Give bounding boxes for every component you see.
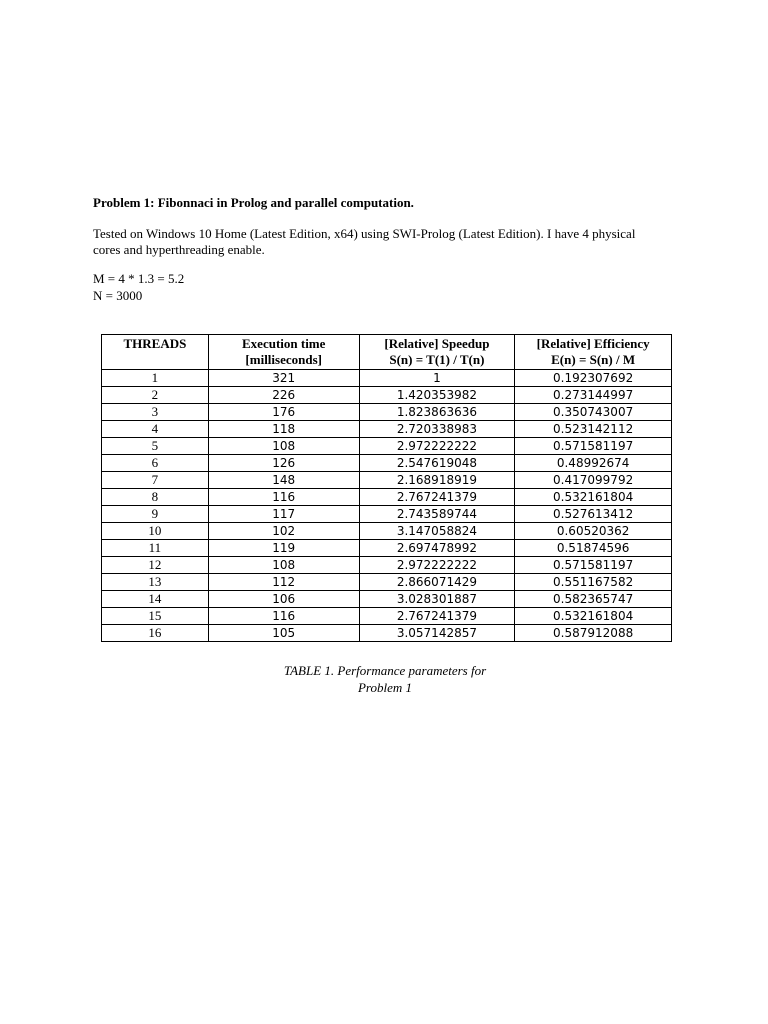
execution-time-cell: 102 [208,523,359,540]
intro-paragraph: Tested on Windows 10 Home (Latest Edition, x64) using SWI-Prolog (Latest Edition). I have 4 physical cores and hyperthreading enable. [93,226,636,257]
table-row [102,455,672,472]
speedup-cell: 1.823863636 [359,404,515,421]
speedup-cell: 2.767241379 [359,608,515,625]
execution-time-cell: 105 [208,625,359,642]
speedup-cell: 2.767241379 [359,489,515,506]
m-equation: M = 4 * 1.3 = 5.2 [93,271,185,286]
efficiency-cell: 0.551167582 [515,574,672,591]
efficiency-cell: 0.532161804 [515,489,672,506]
table-row [102,557,672,574]
header-threads: THREADS [102,335,209,370]
table-row [102,404,672,421]
threads-cell: 6 [102,455,209,472]
execution-time-cell: 106 [208,591,359,608]
table-body [102,370,672,642]
execution-time-cell: 126 [208,455,359,472]
table-row [102,608,672,625]
efficiency-cell: 0.51874596 [515,540,672,557]
header-execution-time: Execution time [milliseconds] [208,335,359,370]
n-equation: N = 3000 [93,288,143,303]
speedup-cell: 2.866071429 [359,574,515,591]
table-row [102,387,672,404]
table-caption [240,662,530,696]
performance-table [101,334,672,642]
header-speedup: [Relative] Speedup S(n) = T(1) / T(n) [359,335,515,370]
efficiency-cell: 0.527613412 [515,506,672,523]
threads-cell: 3 [102,404,209,421]
speedup-cell: 2.720338983 [359,421,515,438]
threads-cell: 13 [102,574,209,591]
table-row [102,438,672,455]
execution-time-cell: 116 [208,608,359,625]
efficiency-cell: 0.523142112 [515,421,672,438]
efficiency-cell: 0.571581197 [515,557,672,574]
efficiency-cell: 0.417099792 [515,472,672,489]
threads-cell: 2 [102,387,209,404]
threads-cell: 7 [102,472,209,489]
efficiency-cell: 0.48992674 [515,455,672,472]
execution-time-cell: 226 [208,387,359,404]
speedup-cell: 3.028301887 [359,591,515,608]
threads-cell: 8 [102,489,209,506]
speedup-cell: 2.972222222 [359,557,515,574]
efficiency-cell: 0.350743007 [515,404,672,421]
speedup-cell: 2.547619048 [359,455,515,472]
threads-cell: 1 [102,370,209,387]
table-header-row [102,335,672,370]
caption-line-2: Problem 1 [357,680,413,695]
speedup-cell: 3.057142857 [359,625,515,642]
execution-time-cell: 148 [208,472,359,489]
efficiency-cell: 0.532161804 [515,608,672,625]
execution-time-cell: 321 [208,370,359,387]
threads-cell: 15 [102,608,209,625]
execution-time-cell: 117 [208,506,359,523]
caption-line-1: TABLE 1. Performance parameters for [283,663,487,678]
speedup-cell: 3.147058824 [359,523,515,540]
execution-time-cell: 116 [208,489,359,506]
page-title: Problem 1: Fibonnaci in Prolog and parallel computation. [93,195,414,210]
execution-time-cell: 108 [208,438,359,455]
table-row [102,574,672,591]
efficiency-cell: 0.582365747 [515,591,672,608]
threads-cell: 5 [102,438,209,455]
threads-cell: 11 [102,540,209,557]
table-row [102,421,672,438]
threads-cell: 10 [102,523,209,540]
threads-cell: 12 [102,557,209,574]
execution-time-cell: 108 [208,557,359,574]
table-row [102,370,672,387]
speedup-cell: 2.972222222 [359,438,515,455]
efficiency-cell: 0.587912088 [515,625,672,642]
speedup-cell: 1 [359,370,515,387]
speedup-cell: 2.697478992 [359,540,515,557]
speedup-cell: 1.420353982 [359,387,515,404]
execution-time-cell: 176 [208,404,359,421]
header-efficiency: [Relative] Efficiency E(n) = S(n) / M [515,335,672,370]
threads-cell: 14 [102,591,209,608]
threads-cell: 16 [102,625,209,642]
table-row [102,523,672,540]
execution-time-cell: 119 [208,540,359,557]
speedup-cell: 2.743589744 [359,506,515,523]
table-row [102,625,672,642]
table-row [102,506,672,523]
table-row [102,591,672,608]
efficiency-cell: 0.571581197 [515,438,672,455]
threads-cell: 9 [102,506,209,523]
execution-time-cell: 118 [208,421,359,438]
table-row [102,472,672,489]
execution-time-cell: 112 [208,574,359,591]
efficiency-cell: 0.273144997 [515,387,672,404]
threads-cell: 4 [102,421,209,438]
speedup-cell: 2.168918919 [359,472,515,489]
table-row [102,540,672,557]
efficiency-cell: 0.192307692 [515,370,672,387]
efficiency-cell: 0.60520362 [515,523,672,540]
table-row [102,489,672,506]
